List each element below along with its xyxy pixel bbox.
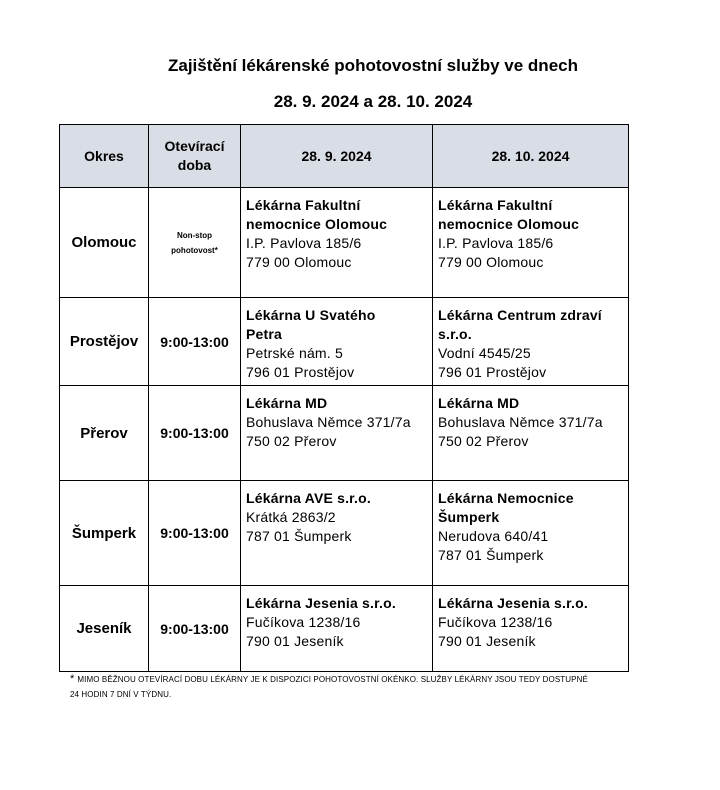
doba-line1: Non-stop [176,230,213,240]
pharmacy-city: 750 02 Přerov [246,433,337,449]
pharmacy-cell-date1 [241,586,433,672]
pharmacy-cell-date2 [433,586,629,672]
pharmacy-name-cont: s.r.o. [438,326,472,342]
table-row [60,298,629,386]
pharmacy-schedule-table [59,124,629,672]
pharmacy-name: Lékárna Nemocnice [438,490,574,506]
okres-cell: Olomouc [60,188,149,298]
doba-line2: pohotovost* [171,245,218,255]
okres-cell: Přerov [60,386,149,481]
header-oteviraci-doba [149,125,241,188]
pharmacy-cell-date2 [433,298,629,386]
pharmacy-name-cont: Petra [246,326,283,342]
doba-cell [149,188,241,298]
doba-cell: 9:00-13:00 [149,481,241,586]
header-doba-line2: doba [177,157,212,173]
pharmacy-city: 790 01 Jeseník [438,633,536,649]
doba-cell: 9:00-13:00 [149,586,241,672]
table-row [60,188,629,298]
pharmacy-city: 750 02 Přerov [438,433,529,449]
pharmacy-name: Lékárna Jesenia s.r.o. [438,595,588,611]
pharmacy-cell-date2 [433,188,629,298]
pharmacy-name-cont: nemocnice Olomouc [246,216,388,232]
header-date1: 28. 9. 2024 [241,125,433,188]
pharmacy-name: Lékárna AVE s.r.o. [246,490,371,506]
pharmacy-street: Fučíkova 1238/16 [438,614,553,630]
okres-cell: Prostějov [60,298,149,386]
pharmacy-street: Nerudova 640/41 [438,528,549,544]
table-row [60,481,629,586]
pharmacy-city: 796 01 Prostějov [246,364,355,380]
footnote-text1: MIMO BĚŽNOU OTEVÍRACÍ DOBU LÉKÁRNY JE K DISPOZICI POHOTOVOSTNÍ OKÉNKO. SLUŽBY LÉKÁRNY JSOU TEDY DOSTUPNÉ [77,675,588,684]
header-date2: 28. 10. 2024 [433,125,629,188]
pharmacy-street: Bohuslava Němce 371/7a [246,414,411,430]
okres-cell: Jeseník [60,586,149,672]
header-doba-line1: Otevírací [164,138,225,154]
pharmacy-name: Lékárna MD [246,395,328,411]
footnote-star: * [70,673,75,685]
pharmacy-city: 779 00 Olomouc [438,254,544,270]
pharmacy-street: Vodní 4545/25 [438,345,531,361]
table-row [60,586,629,672]
pharmacy-name: Lékárna U Svatého [246,307,376,323]
pharmacy-name-cont: Šumperk [438,509,500,525]
document-dates: 28. 9. 2024 a 28. 10. 2024 [273,92,473,111]
doba-cell: 9:00-13:00 [149,386,241,481]
header-okres: Okres [60,125,149,188]
pharmacy-street: I.P. Pavlova 185/6 [246,235,362,251]
pharmacy-name: Lékárna Fakultní [246,197,361,213]
pharmacy-city: 787 01 Šumperk [438,547,544,563]
pharmacy-name: Lékárna MD [438,395,520,411]
document-title: Zajištění lékárenské pohotovostní služby ve dnech [167,56,578,75]
pharmacy-city: 779 00 Olomouc [246,254,352,270]
pharmacy-city: 796 01 Prostějov [438,364,547,380]
pharmacy-street: I.P. Pavlova 185/6 [438,235,554,251]
table-row [60,386,629,481]
pharmacy-name-cont: nemocnice Olomouc [438,216,580,232]
footnote [70,672,670,702]
pharmacy-street: Petrské nám. 5 [246,345,343,361]
pharmacy-name: Lékárna Centrum zdraví [438,307,602,323]
okres-cell: Šumperk [60,481,149,586]
pharmacy-cell-date1 [241,481,433,586]
table-header-row [60,125,629,188]
pharmacy-cell-date1 [241,298,433,386]
pharmacy-city: 790 01 Jeseník [246,633,344,649]
pharmacy-street: Krátká 2863/2 [246,509,336,525]
pharmacy-cell-date2 [433,386,629,481]
footnote-line1 [70,672,670,687]
doba-cell: 9:00-13:00 [149,298,241,386]
footnote-line2: 24 HODIN 7 DNÍ V TÝDNU. [70,690,172,699]
pharmacy-cell-date1 [241,386,433,481]
pharmacy-name: Lékárna Fakultní [438,197,553,213]
pharmacy-street: Fučíkova 1238/16 [246,614,361,630]
pharmacy-cell-date2 [433,481,629,586]
pharmacy-cell-date1 [241,188,433,298]
pharmacy-name: Lékárna Jesenia s.r.o. [246,595,396,611]
pharmacy-street: Bohuslava Němce 371/7a [438,414,603,430]
pharmacy-city: 787 01 Šumperk [246,528,352,544]
